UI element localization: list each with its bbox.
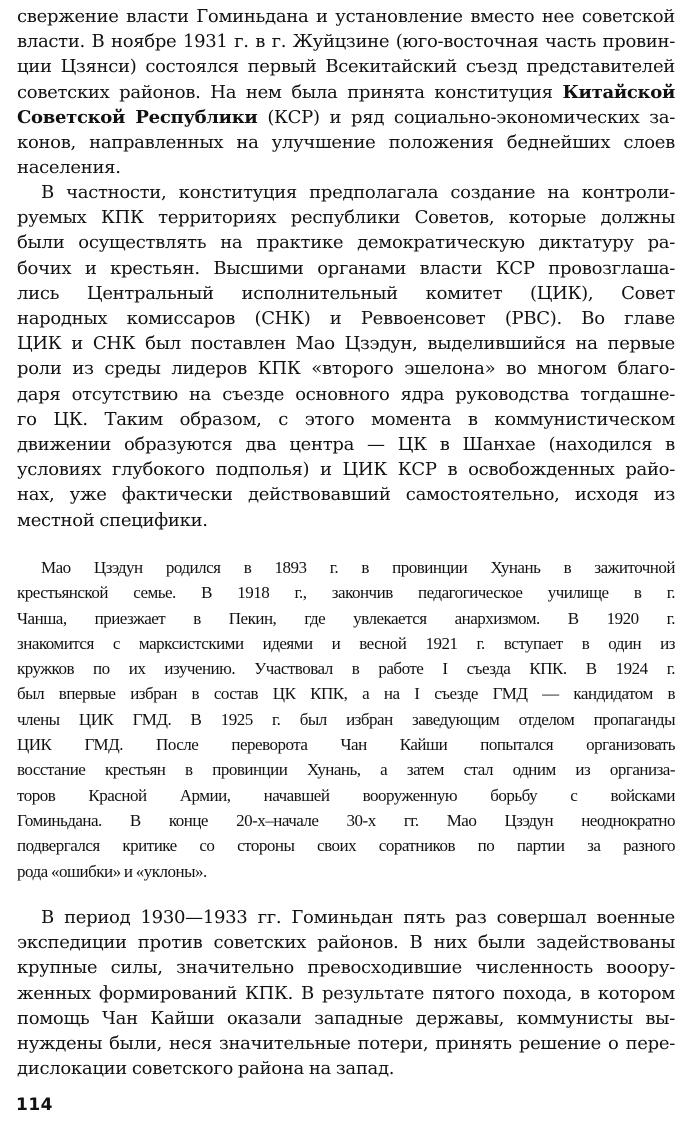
text-line: члены ЦИК ГМД. В 1925 г. был избран заведующим отделом пропаганды xyxy=(17,709,675,729)
text-fragment: (КСР) и ряд социально-экономических за- xyxy=(267,106,676,128)
text-line: условиях глубокого подполья) и ЦИК КСР в освобожденных райо- xyxy=(17,459,675,481)
text-line: дислокации советского района на запад. xyxy=(17,1058,395,1080)
text-line: рода «ошибки» и «уклоны». xyxy=(17,861,207,881)
text-line: ЦИК и СНК был поставлен Мао Цзэдун, выделившийся на первые xyxy=(17,333,675,355)
text-line: власти. В ноябре 1931 г. в г. Жуйцзине (юго-восточная часть провин- xyxy=(17,31,675,53)
text-line: населения. xyxy=(17,157,121,179)
text-line: Чанша, приезжает в Пекин, где увлекается анархизмом. В 1920 г. xyxy=(17,608,675,628)
text-line: женных формирований КПК. В результате пятого похода, в котором xyxy=(17,982,675,1004)
text-line: нах, уже фактически действовавший самостоятельно, исходя из xyxy=(17,484,675,506)
text-line xyxy=(17,105,675,130)
text-line: даря отсутствию на съезде основного ядра руководства тогдашне- xyxy=(17,383,675,405)
text-line: Мао Цзэдун родился в 1893 г. в провинции Хунань в зажиточной xyxy=(41,558,675,577)
text-line: крупные силы, значительно превосходившие численность вооору- xyxy=(17,957,675,979)
text-line: В частности, конституция предполагала создание на контроли- xyxy=(41,182,675,203)
text-line: помощь Чан Кайши оказали западные державы, коммунисты вы- xyxy=(17,1007,675,1029)
text-line: подвергался критике со стороны своих соратников по партии за разного xyxy=(17,836,675,856)
text-line: движении образуются два центра — ЦК в Шанхае (находился в xyxy=(17,434,675,456)
biography-inset-mao-zedong xyxy=(17,555,675,884)
text-line: лись Центральный исполнительный комитет (ЦИК), Совет xyxy=(17,282,675,304)
bold-term: Китайской xyxy=(562,81,675,103)
text-line: крестьянской семье. В 1918 г., закончив педагогическое училище в г. xyxy=(17,583,675,603)
text-line: ции Цзянси) состоялся первый Всекитайский съезд представителей xyxy=(17,56,675,78)
text-line: ЦИК ГМД. После переворота Чан Кайши попытался организовать xyxy=(17,735,675,755)
text-line: народных комиссаров (СНК) и Реввоенсовет (РВС). Во главе xyxy=(17,308,675,330)
text-line: конов, направленных на улучшение положения беднейших слоев xyxy=(17,132,675,154)
text-line: знакомится с марксистскими идеями и весной 1921 г. вступает в один из xyxy=(17,633,675,653)
text-line: го ЦК. Таким образом, с этого момента в коммунистическом xyxy=(17,408,675,430)
page-number: 114 xyxy=(16,1095,53,1115)
text-line xyxy=(17,80,675,105)
text-line: нуждены были, неся значительные потери, принять решение о пере- xyxy=(17,1033,675,1055)
text-line: экспедиции против советских районов. В них были задействованы xyxy=(17,932,675,954)
text-line: восстание крестьян в провинции Хунань, а затем стал одним из организа- xyxy=(17,760,675,780)
paragraph-military-expeditions xyxy=(17,905,675,1081)
text-line: были осуществлять на практике демократическую диктатуру ра- xyxy=(17,232,675,254)
text-line: кружков по их изучению. Участвовал в работе I съезда КПК. В 1924 г. xyxy=(17,659,675,679)
text-line: руемых КПК территориях республики Советов, которые должны xyxy=(17,207,675,229)
text-line: В период 1930—1933 гг. Гоминьдан пять раз совершал военные xyxy=(41,907,675,928)
bold-term: Советской Республики xyxy=(17,106,258,128)
text-line: торов Красной Армии, начавшей вооруженную борьбу с войсками xyxy=(17,785,675,805)
text-line: свержение власти Гоминьдана и установление вместо нее советской xyxy=(17,6,675,27)
paragraph-constitution-intro xyxy=(17,4,675,180)
text-line: местной специфики. xyxy=(17,509,208,531)
text-line: Гоминьдана. В конце 20-х–начале 30-х гг. Мао Цзэдун неоднократно xyxy=(17,810,675,830)
text-line: бочих и крестьян. Высшими органами власти КСР провозглаша- xyxy=(17,257,675,279)
text-fragment: советских районов. На нем была принята конституция xyxy=(17,81,553,103)
paragraph-constitution-details xyxy=(17,180,675,533)
text-line: был впервые избран в состав ЦК КПК, а на I съезде ГМД — кандидатом в xyxy=(17,684,675,704)
text-line: роли из среды лидеров КПК «второго эшелона» во многом благо- xyxy=(17,358,675,380)
